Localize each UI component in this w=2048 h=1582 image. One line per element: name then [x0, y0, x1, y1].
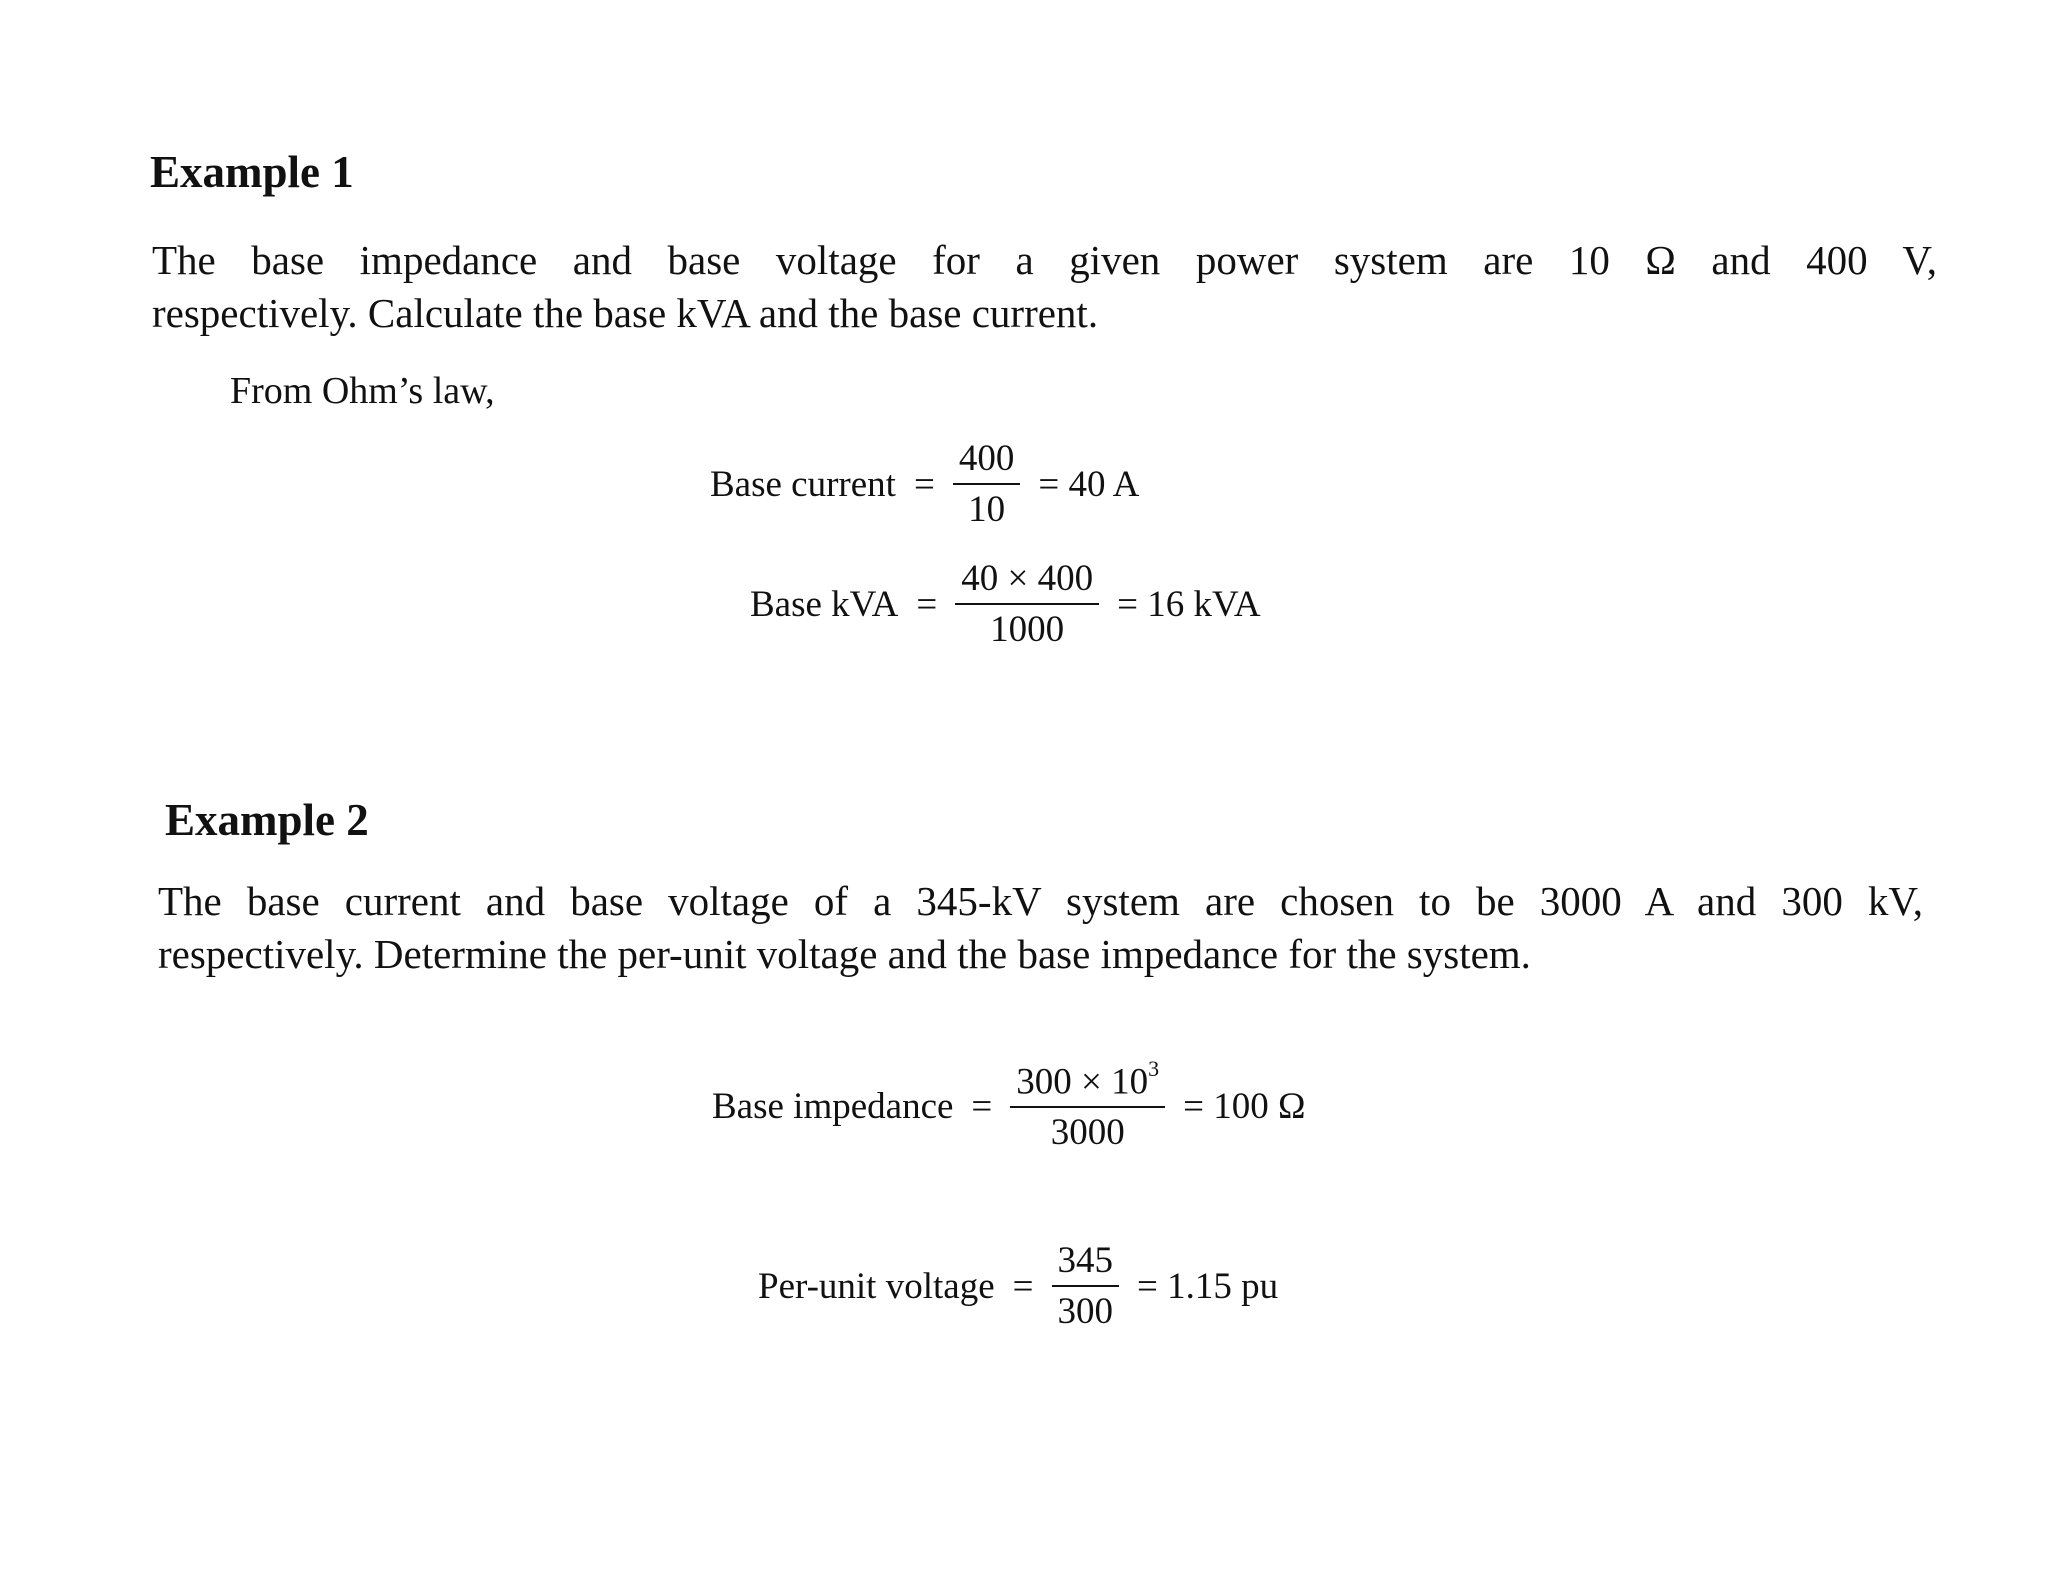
equation-result: = 100 Ω	[1183, 1086, 1306, 1128]
equation-per-unit-voltage	[758, 1242, 1278, 1330]
equation-lhs: Per-unit voltage	[758, 1265, 995, 1307]
fraction-denominator: 300	[1057, 1291, 1113, 1332]
fraction-denominator: 3000	[1050, 1112, 1125, 1154]
numerator-base: 300 × 10	[1016, 1061, 1149, 1103]
example-2-problem-line-2: respectively. Determine the per-unit voltage and the base impedance for the system.	[158, 931, 1531, 977]
example-2-problem-line-1: The base current and base voltage of a 345-kV system are chosen to be 3000 A and 300 kV,	[158, 878, 1923, 924]
fraction	[953, 440, 1021, 528]
equation-lhs: Base kVA	[750, 583, 899, 625]
fraction-numerator	[1010, 1056, 1165, 1108]
fraction-numerator: 400	[953, 440, 1021, 485]
fraction-numerator: 40 × 400	[955, 560, 1099, 605]
fraction-denominator: 10	[968, 489, 1006, 530]
equals-sign: =	[971, 1086, 993, 1128]
equals-sign: =	[916, 583, 938, 625]
equation-base-current	[710, 440, 1139, 528]
fraction-numerator: 345	[1052, 1242, 1120, 1287]
fraction-denominator: 1000	[990, 609, 1065, 650]
example-2-problem-text	[158, 875, 1923, 981]
fraction	[1052, 1242, 1120, 1330]
fraction	[955, 560, 1099, 648]
equation-lhs: Base current	[710, 463, 896, 505]
equals-sign: =	[1012, 1265, 1034, 1307]
example-1-heading: Example 1	[150, 147, 354, 197]
equation-base-kva	[750, 560, 1261, 648]
example-1-problem-line-1: The base impedance and base voltage for a given power system are 10 Ω and 400 V,	[152, 237, 1937, 283]
fraction	[1010, 1056, 1165, 1154]
equation-lhs: Base impedance	[712, 1086, 954, 1128]
numerator-exponent: 3	[1148, 1056, 1160, 1081]
example-1-problem-line-2: respectively. Calculate the base kVA and the base current.	[152, 290, 1099, 336]
equation-result: = 40 A	[1038, 463, 1140, 505]
equation-base-impedance	[712, 1056, 1306, 1154]
example-1-intro-text: From Ohm’s law,	[230, 370, 495, 412]
equation-result: = 1.15 pu	[1137, 1265, 1279, 1307]
equation-result: = 16 kVA	[1117, 583, 1261, 625]
example-1-problem-text	[152, 234, 1937, 340]
equals-sign: =	[913, 463, 935, 505]
example-2-heading: Example 2	[165, 795, 369, 845]
